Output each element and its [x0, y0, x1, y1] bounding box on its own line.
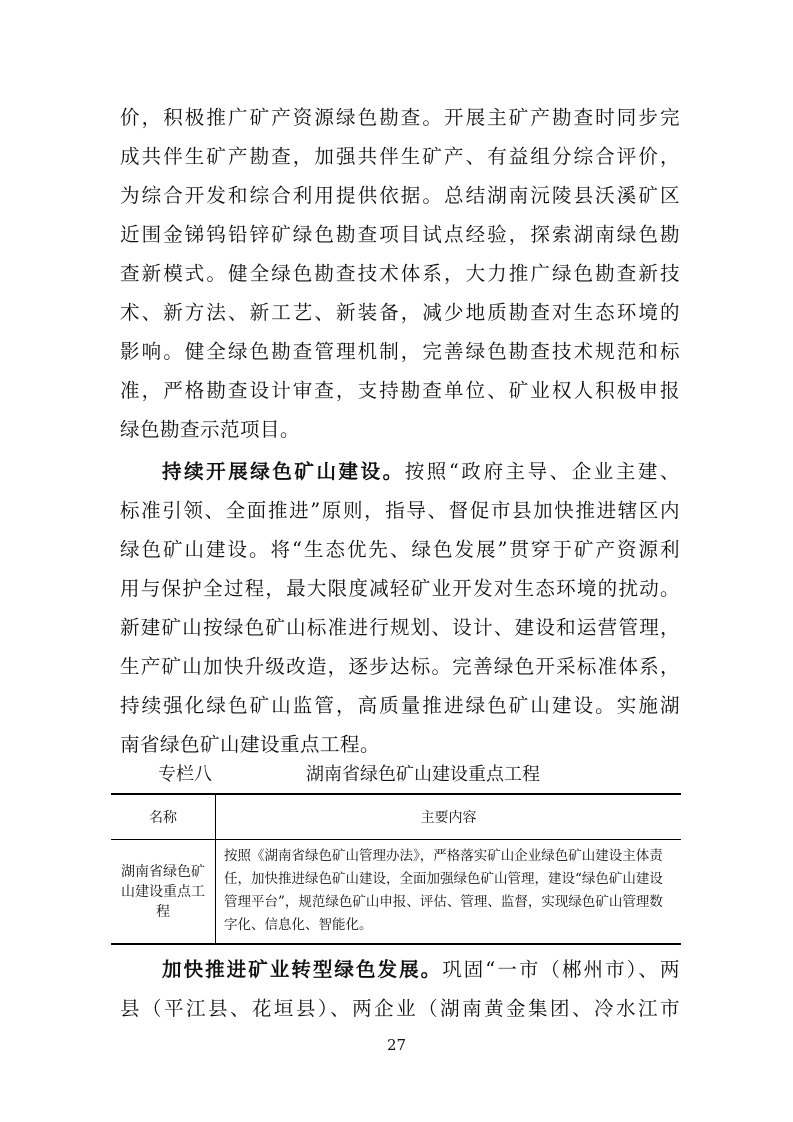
column-header-content: 主要内容	[216, 794, 682, 840]
text-line: 成共伴生矿产勘查，加强共伴生矿产、有益组分综合评价，	[120, 145, 680, 168]
paragraph-heading: 加快推进矿业转型绿色发展。	[162, 958, 443, 981]
project-content-cell: 按照《湖南省绿色矿山管理办法》，严格落实矿山企业绿色矿山建设主体责任，加快推进绿色矿山建设，全面加强绿色矿山管理，建设“绿色矿山建设管理平台”，规范绿色矿山申报、评估、管理、监督，实现绿色矿山管理数字化、信息化、智能化。	[216, 840, 682, 945]
box-title: 湖南省绿色矿山建设重点工程	[306, 764, 540, 785]
text-line: 查新模式。健全绿色勘查技术体系，大力推广绿色勘查新技	[120, 262, 680, 285]
text-line-with-heading	[120, 452, 680, 491]
text-line: 术、新方法、新工艺、新装备，减少地质勘查对生态环境的	[120, 301, 680, 324]
text-line: 为综合开发和综合利用提供依据。总结湖南沅陵县沃溪矿区	[120, 184, 680, 207]
text-line: 县（平江县、花垣县）、两企业（湖南黄金集团、冷水江市	[120, 997, 680, 1020]
project-name-cell: 湖南省绿色矿山建设重点工程	[111, 840, 216, 945]
text-line: 新建矿山按绿色矿山标准进行规划、设计、建设和运营管理，	[120, 616, 680, 639]
column-header-name: 名称	[111, 794, 216, 840]
text-line: 影响。健全绿色勘查管理机制，完善绿色勘查技术规范和标	[120, 340, 680, 363]
text-line: 绿色矿山建设。将“生态优先、绿色发展”贯穿于矿产资源利	[120, 538, 680, 561]
text-segment: 按照“政府主导、企业主建、	[404, 460, 680, 483]
text-line: 持续强化绿色矿山监管，高质量推进绿色矿山建设。实施湖	[120, 694, 680, 717]
paragraph-green-mine-construction	[120, 452, 680, 764]
text-line: 近围金锑钨铅锌矿绿色勘查项目试点经验，探索湖南绿色勘	[120, 223, 680, 246]
text-line: 生产矿山加快升级改造，逐步达标。完善绿色开采标准体系，	[120, 655, 680, 678]
table-header-row	[111, 794, 681, 840]
text-line: 用与保护全过程，最大限度减轻矿业开发对生态环境的扰动。	[120, 577, 680, 600]
text-line: 南省绿色矿山建设重点工程。	[120, 733, 381, 756]
text-line-with-heading	[120, 950, 680, 989]
text-line: 准，严格勘查设计审查，支持勘查单位、矿业权人积极申报	[120, 379, 680, 402]
table-row	[111, 840, 681, 945]
box-title-row	[158, 761, 668, 789]
text-line: 绿色勘查示范项目。	[120, 418, 301, 441]
key-project-table	[111, 793, 681, 945]
paragraph-mining-transformation	[120, 950, 680, 1028]
paragraph-green-exploration	[120, 98, 680, 449]
box-label: 专栏八	[158, 764, 212, 785]
page-number: 27	[386, 1036, 407, 1054]
text-line: 标准引领、全面推进”原则，指导、督促市县加快推进辖区内	[120, 499, 680, 522]
text-segment: 巩固“一市（郴州市）、两	[442, 958, 680, 981]
text-line: 价，积极推广矿产资源绿色勘查。开展主矿产勘查时同步完	[120, 106, 680, 129]
paragraph-heading: 持续开展绿色矿山建设。	[162, 460, 405, 483]
